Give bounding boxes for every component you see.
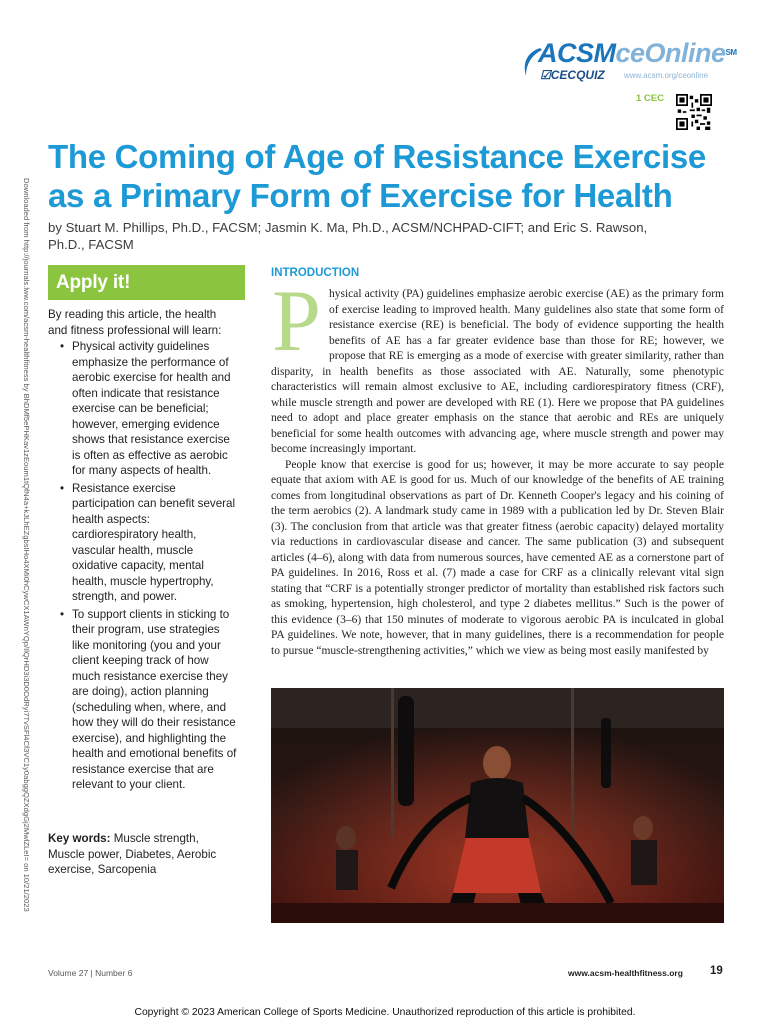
apply-it-bullet: [58, 607, 238, 793]
keywords: [48, 831, 238, 878]
article-authors: by Stuart M. Phillips, Ph.D., FACSM; Jasmin K. Ma, Ph.D., ACSM/NCHPAD-CIFT; and Eric S. Rawson, Ph.D., FACSM: [48, 220, 648, 252]
article-title: The Coming of Age of Resistance Exercise as a Primary Form of Exercise for Health: [48, 138, 706, 214]
copyright-notice: Copyright © 2023 American College of Sports Medicine. Unauthorized reproduction of this article is prohibited.: [134, 1007, 636, 1018]
apply-it-bullet-text: Physical activity guidelines emphasize the performance of aerobic exercise for health and often indicate that resistance exercise can be beneficial; however, emerging evidence shows that resistance exercise is often as effective as aerobic for many aspects of health.: [72, 340, 231, 477]
logo-url: www.acsm.org/ceonline: [624, 71, 709, 80]
cec-label: 1 CEC: [636, 93, 664, 104]
footer-url-link[interactable]: www.acsm-healthfitness.org: [568, 968, 683, 978]
gym-photo: [271, 688, 724, 923]
apply-it-bullet-text: Resistance exercise participation can benefit several health aspects: cardiorespiratory health, vascular health, muscle oxidative capacity, mental health, muscle hypertrophy, strength, and power.: [72, 481, 236, 603]
drop-cap: P: [272, 273, 321, 370]
apply-it-intro: By reading this article, the health and fitness professional will learn:: [48, 308, 222, 337]
paragraph: [271, 287, 724, 458]
bullet-icon: •: [60, 607, 65, 621]
paragraph: [271, 458, 724, 660]
apply-it-list: [58, 339, 238, 795]
checkbox-icon: ☑: [540, 68, 551, 82]
apply-it-bullet-text: To support clients in sticking to their program, use strategies like monitoring (you and your client keeping track of how much resistance exercise they are doing), action planning (scheduling when, where, and how they will do their resistance exercise), and highlighting the health and emotional benefits of resistance exercise that are relevant to your client.: [72, 607, 237, 791]
bullet-icon: •: [60, 340, 65, 353]
page-number: 19: [710, 965, 723, 977]
apply-it-heading: Apply it!: [56, 272, 131, 293]
logo-wordmark: ACSMceOnline℠: [538, 38, 737, 68]
acsm-ceonline-logo: [520, 38, 737, 98]
introduction-heading: INTRODUCTION: [271, 267, 360, 279]
apply-it-bullet: [58, 339, 238, 479]
paragraph-text: People know that exercise is good for us; however, it may be more accurate to say people equate that axiom with AE is good for us. Much of our knowledge of the benefits of AE training comes from longitudinal observations as part of Dr. Kenneth Cooper's legacy and his coining of the term aerobics (2). A landmark study came in 1989 with a publication led by Dr. Steven Blair (3). The conclusion from that article was that greater fitness (aerobic capacity) delayed mortality via reductions in cardiovascular disease and cancer. The same publication (3) and subsequent articles (4–6), along with data from numerous sources, have cemented AE as a cornerstone part of PA guidelines. In 2016, Ross et al. (7) made a case for CRF as a clinically relevant vital sign stating that “CRF is a potentially stronger predictor of mortality than established risk factors such as smoking, hypertension, high cholesterol, and type 2 diabetes mellitus.” Such is the power of this evidence (3–6) that 150 minutes of moderate to vigorous aerobic PA is inculcated in global PA guidelines. We note, however, that in many guidelines, there is a recommendation for people to pursue “muscle-strengthening activities,” which we view as being most easily manifested by: [271, 458, 724, 657]
download-notice-text: Downloaded from http://journals.lww.com/acsm-healthfitness by BhDMf5ePHKav1zEoum1tQfN4a+kJLhEZgbsIHo4XMi0hCywCX1AWnYQp/IlQrHD3i3D0OdRyi7TvSFl4Cf3VC1y0abggQZXdgGj2MwlZLeI= on 10/21/2023: [22, 178, 31, 912]
logo-cecquiz: ☑CECQUIZ: [540, 68, 605, 82]
footer-volume: Volume 27 | Number 6: [48, 968, 133, 978]
qr-code-icon[interactable]: [676, 94, 712, 130]
keywords-label: Key words:: [48, 832, 111, 845]
paragraph-text: hysical activity (PA) guidelines emphasize aerobic exercise (AE) as the primary form of exercise leading to improved health. Many guidelines also state that some form of resistance exercise (RE) is beneficial. The body of evidence supporting the health benefits of AE has a far greater evidence base than those for RE; however, we propose that RE is emerging as a mode of exercise with greater similarity, rather than disparity, in health benefits as those associated with AE. Naturally, some phenotypic characteristics will remain almost exclusive to AE, including cardiorespiratory fitness (CRF), while muscle strength and power are developed with RE (1). Here we propose that PA guidelines need to adopt and place greater emphasis on the stance that aerobic and REs are uniquely beneficial for some health outcomes with advancing age, where muscle strength and power may become increasingly important.: [271, 288, 724, 455]
article-body: [271, 287, 724, 659]
apply-it-bullet: [58, 481, 238, 605]
bullet-icon: •: [60, 481, 65, 495]
download-notice: [22, 178, 34, 912]
keywords-text: Muscle strength, Muscle power, Diabetes, Aerobic exercise, Sarcopenia: [48, 832, 217, 876]
